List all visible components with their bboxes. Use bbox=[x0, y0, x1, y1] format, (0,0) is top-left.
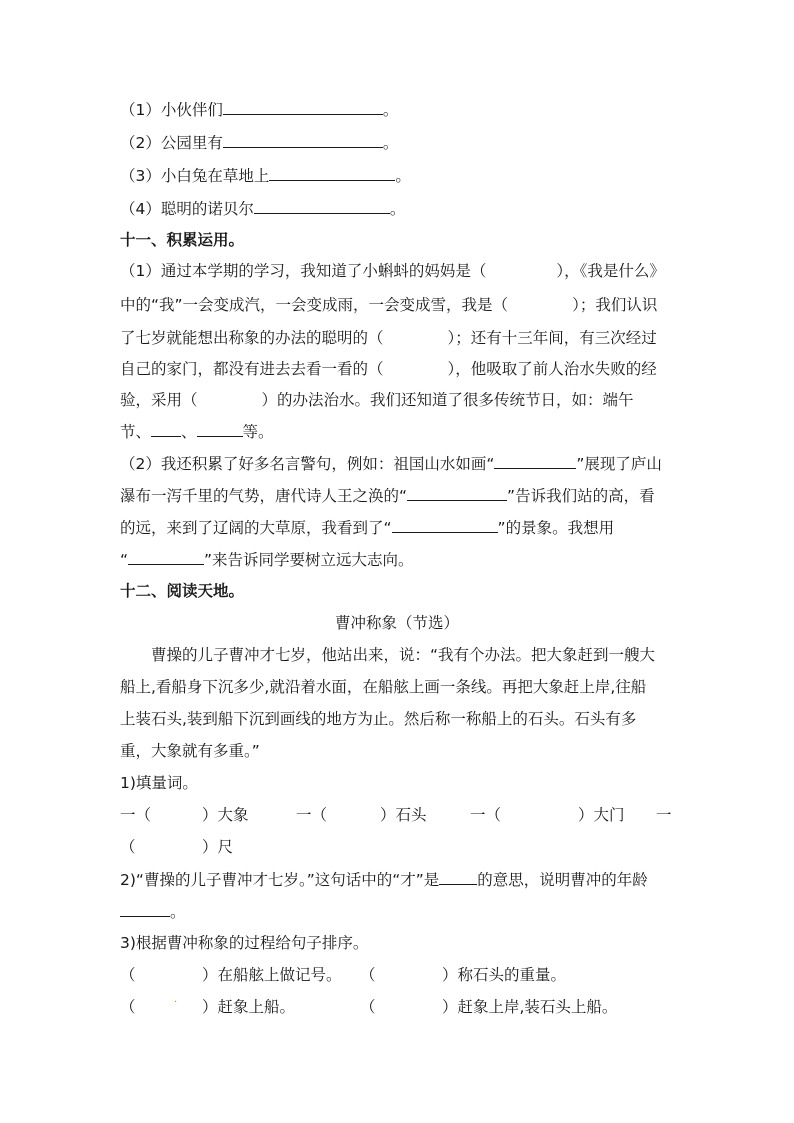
passage-line: 上装石头,装到船下沉到画线的地方为止。然后称一称船上的石头。石头有多 bbox=[120, 710, 637, 728]
text: 等。 bbox=[242, 423, 274, 441]
text: ）；还有十三年间，有三次经过 bbox=[447, 329, 657, 347]
s11-q1-line-3 bbox=[120, 327, 657, 349]
answer-blank[interactable] bbox=[494, 452, 576, 469]
text: （ bbox=[360, 966, 376, 984]
answer-blank[interactable] bbox=[392, 516, 498, 533]
text: “ bbox=[120, 551, 129, 569]
text: ）赶象上船。 bbox=[202, 998, 296, 1016]
answer-blank[interactable] bbox=[223, 98, 383, 115]
fill-item-prefix: （1）小伙伴们 bbox=[120, 101, 223, 119]
s11-q2-line-1 bbox=[120, 452, 662, 475]
text: 节、 bbox=[120, 423, 152, 441]
s12-q1-title: 1)填量词。 bbox=[120, 774, 198, 792]
passage-line: 重，大象就有多重。” bbox=[120, 742, 260, 760]
text: 一（ bbox=[470, 806, 502, 824]
answer-blank[interactable] bbox=[128, 548, 204, 565]
s11-q2-line-3 bbox=[120, 516, 614, 539]
answer-blank[interactable] bbox=[223, 131, 383, 148]
text: ”的景象。我想用 bbox=[497, 519, 615, 537]
s11-q1-line-2 bbox=[120, 294, 657, 316]
s11-q1-line-1 bbox=[120, 260, 665, 282]
text: ）的办法治水。我们还知道了很多传统节日，如：端午 bbox=[261, 391, 634, 409]
answer-blank[interactable] bbox=[151, 420, 181, 437]
answer-blank[interactable] bbox=[254, 197, 390, 214]
s11-q2-line-4 bbox=[120, 548, 414, 571]
text: （ bbox=[120, 838, 136, 856]
passage-title: 曹冲称象（节选） bbox=[334, 614, 459, 632]
s12-q2-line-2 bbox=[120, 900, 186, 923]
text: 自己的家门，都没有进去去看一看的（ bbox=[120, 360, 384, 378]
text: ），他吸取了前人治水失败的经 bbox=[447, 360, 657, 378]
fill-item-2 bbox=[120, 131, 398, 154]
s11-q1-line-6 bbox=[120, 420, 274, 443]
fill-item-prefix: （3）小白兔在草地上 bbox=[120, 167, 270, 185]
text: 。 bbox=[170, 903, 186, 921]
text: 了七岁就能想出称象的办法的聪明的（ bbox=[120, 329, 384, 347]
fill-item-end: 。 bbox=[395, 167, 411, 185]
text: ”告诉我们站的高，看 bbox=[507, 487, 655, 505]
text: （2）我还积累了好多名言警句，例如：祖国山水如画“ bbox=[120, 455, 495, 473]
text: （1）通过本学期的学习，我知道了小蝌蚪的妈妈是（ bbox=[120, 262, 487, 280]
text: 的意思，说明曹冲的年龄 bbox=[477, 871, 648, 889]
answer-blank[interactable] bbox=[269, 164, 395, 181]
text: ）在船舷上做记号。 bbox=[202, 966, 342, 984]
text: 一（ bbox=[296, 806, 328, 824]
fill-item-prefix: （4）聪明的诺贝尔 bbox=[120, 200, 254, 218]
passage-line: 船上,看船身下沉多少,就沿着水面，在船舷上画一条线。再把大象赶上岸,往船 bbox=[120, 678, 647, 696]
text: 2)“曹操的儿子曹冲才七岁。”这句话中的“才”是 bbox=[120, 871, 440, 889]
s11-q2-line-2 bbox=[120, 484, 655, 507]
s11-q1-line-5 bbox=[120, 389, 634, 411]
text: （ bbox=[360, 998, 376, 1016]
text: ）称石头的重量。 bbox=[442, 966, 567, 984]
text: （ bbox=[120, 966, 136, 984]
fill-item-1 bbox=[120, 98, 398, 121]
fill-item-prefix: （2）公园里有 bbox=[120, 134, 223, 152]
text: 的远，来到了辽阔的大草原，我看到了“ bbox=[120, 519, 392, 537]
text: （ bbox=[120, 998, 136, 1016]
text: 验，采用（ bbox=[120, 391, 198, 409]
text: ”展现了庐山 bbox=[576, 455, 662, 473]
s11-q1-line-4 bbox=[120, 358, 657, 380]
fill-item-end: 。 bbox=[382, 134, 399, 152]
answer-blank[interactable] bbox=[197, 420, 243, 437]
text: 中的“我”一会变成汽，一会变成雨，一会变成雪，我是（ bbox=[120, 296, 509, 314]
text: ”来告诉同学要树立远大志向。 bbox=[204, 551, 414, 569]
text: ）；我们认识 bbox=[572, 296, 658, 314]
fill-item-4 bbox=[120, 197, 405, 220]
s12-q2-line-1 bbox=[120, 868, 648, 891]
fill-item-3 bbox=[120, 164, 411, 187]
answer-blank[interactable] bbox=[120, 900, 170, 917]
passage-line: 曹操的儿子曹冲才七岁，他站出来，说：“我有个办法。把大象赶到一艘大 bbox=[151, 646, 656, 664]
text: ）大门 bbox=[578, 806, 625, 824]
answer-blank[interactable] bbox=[407, 484, 507, 501]
fill-item-end: 。 bbox=[382, 101, 399, 119]
section-11-title: 十一、积累运用。 bbox=[120, 231, 245, 249]
text: ）石头 bbox=[380, 806, 427, 824]
mark-dot: · bbox=[174, 997, 178, 1008]
answer-blank[interactable] bbox=[439, 868, 477, 885]
fill-item-end: 。 bbox=[389, 200, 406, 218]
text: 一 bbox=[656, 806, 672, 824]
text: ）尺 bbox=[202, 838, 234, 856]
text: ）大象 bbox=[202, 806, 249, 824]
text: ），《我是什么》 bbox=[556, 262, 665, 280]
text: 一（ bbox=[120, 806, 152, 824]
text: 、 bbox=[181, 423, 197, 441]
text: 瀑布一泻千里的气势，唐代诗人王之涣的“ bbox=[120, 487, 408, 505]
text: ）赶象上岸,装石头上船。 bbox=[442, 998, 618, 1016]
s12-q3-title: 3)根据曹冲称象的过程给句子排序。 bbox=[120, 934, 369, 952]
section-12-title: 十二、阅读天地。 bbox=[120, 582, 245, 600]
